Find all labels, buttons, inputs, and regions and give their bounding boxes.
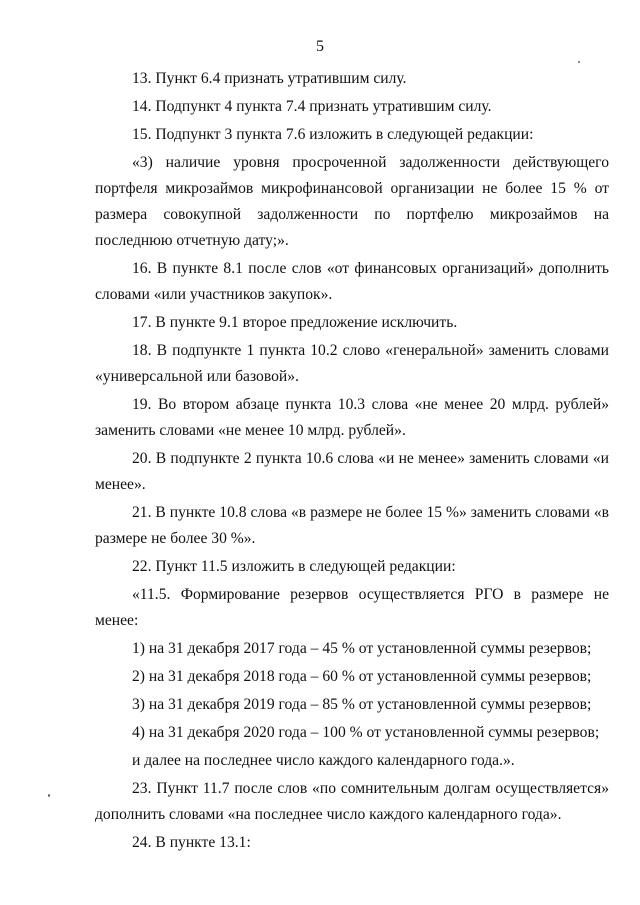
document-body: [95, 66, 609, 856]
paragraph-item-18: 18. В подпункте 1 пункта 10.2 слово «генеральной» заменить словами «универсальной или базовой».: [95, 342, 609, 385]
paragraph-item-24: 24. В пункте 13.1:: [132, 834, 251, 851]
paragraph-item-15: 15. Подпункт 3 пункта 7.6 изложить в следующей редакции:: [132, 126, 534, 143]
paragraph-item-17: 17. В пункте 9.1 второе предложение исключить.: [132, 314, 458, 331]
paragraph-item-20: 20. В подпункте 2 пункта 10.6 слова «и не менее» заменить словами «и менее».: [95, 450, 609, 493]
scan-speck: [578, 61, 580, 63]
list-item-2017: 1) на 31 декабря 2017 года – 45 % от установленной суммы резервов;: [132, 640, 592, 657]
page-number: 5: [316, 38, 324, 55]
list-item-2018: 2) на 31 декабря 2018 года – 60 % от установленной суммы резервов;: [132, 668, 592, 685]
paragraph-item-19: 19. Во втором абзаце пункта 10.3 слова «не менее 20 млрд. рублей» заменить словами «не менее 10 млрд. рублей».: [95, 396, 609, 439]
paragraph-item-22: 22. Пункт 11.5 изложить в следующей редакции:: [132, 558, 456, 575]
paragraph-item-13: 13. Пункт 6.4 признать утратившим силу.: [132, 70, 407, 87]
list-item-2019: 3) на 31 декабря 2019 года – 85 % от установленной суммы резервов;: [132, 696, 592, 713]
paragraph-item-21: 21. В пункте 10.8 слова «в размере не более 15 %» заменить словами «в размере не более 30 %».: [95, 504, 609, 547]
scan-speck: [48, 794, 50, 797]
paragraph-item-22-text: «11.5. Формирование резервов осуществляется РГО в размере не менее:: [95, 586, 609, 629]
paragraph-item-16: 16. В пункте 8.1 после слов «от финансовых организаций» дополнить словами «или участников закупок».: [95, 260, 609, 303]
paragraph-item-14: 14. Подпункт 4 пункта 7.4 признать утратившим силу.: [132, 98, 492, 115]
list-item-2020: 4) на 31 декабря 2020 года – 100 % от установленной суммы резервов;: [132, 724, 600, 741]
list-item-further: и далее на последнее число каждого календарного года.».: [132, 752, 515, 769]
paragraph-item-23: 23. Пункт 11.7 после слов «по сомнительным долгам осуществляется» дополнить словами «на последнее число каждого календарного года».: [95, 780, 609, 823]
paragraph-item-15-text: «3) наличие уровня просроченной задолженности действующего портфеля микрозаймов микрофинансовой организации не более 15 % от размера совокупной задолженности по портфелю микрозаймов на последнюю отчетную дату;».: [95, 154, 609, 249]
